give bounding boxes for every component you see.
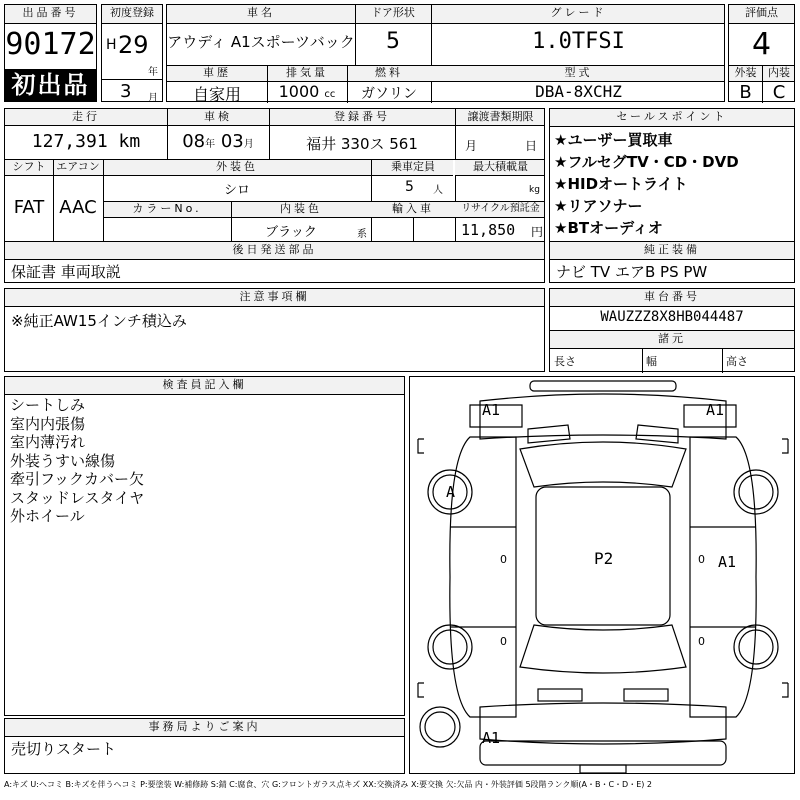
displacement [267,82,347,101]
dims-label: 諸元 [550,331,794,349]
insp-month-unit: 月 [243,139,254,150]
car-info-block [166,4,725,102]
sales-item: ★リアソナー [554,197,643,215]
inspector-item: 室内薄汚れ [10,433,86,451]
sales-points-block [549,108,795,242]
equipment-label: 純正装備 [550,242,794,260]
fuel-label: 燃料 [375,66,403,79]
grille-right-shape [636,425,678,443]
mileage [5,131,167,152]
displacement-label: 排気量 [286,66,328,79]
model: DBA-8XCHZ [535,82,622,101]
chassis-block [549,288,795,372]
first-reg-year: 29 [118,31,149,59]
grille-left-shape [528,425,570,443]
first-reg-block [101,4,163,102]
transfer-day: 日 [525,139,538,153]
score-block [728,4,795,102]
notes-value: ※純正AW15インチ積込み [11,312,187,330]
inspection-date [167,131,269,152]
year-unit: 年 [148,67,158,78]
load-label: 最大積載量 [473,160,528,173]
fuel: ガソリン [361,86,417,102]
interior-label: 内装 [768,66,790,79]
chassis-no: WAUZZZ8X8HB044487 [600,309,744,325]
zero-mark: 0 [698,635,705,648]
inspector-block [4,376,405,716]
sales-item: ★HIDオートライト [554,175,688,193]
parts-value: 保証書 車両取説 [11,263,121,281]
dims-length: 長さ [554,355,576,368]
parts-label: 後日発送部品 [5,242,544,260]
mark-rear-left: A1 [482,729,501,747]
inspector-list [10,396,144,526]
sales-item: ★フルセグTV・CD・DVD [554,153,739,171]
score-label: 評価点 [729,5,794,24]
int-color-unit: 系 [357,229,367,240]
recycle-unit: 円 [531,225,544,239]
mark-front-left: A1 [482,401,501,419]
lot-no: 90172 [5,27,96,62]
first-reg-month: 3 [120,81,132,102]
inspector-item: シートしみ [10,396,86,414]
office-block [4,718,405,774]
era: H [106,37,117,53]
mileage-unit: km [118,131,141,152]
reg-no: 福井 330ス 561 [306,135,418,153]
mileage-label: 走行 [72,110,100,123]
mileage-value: 127,391 [31,131,108,152]
inspector-label: 検査員記入欄 [5,377,404,395]
inspector-item: 室内内張傷 [10,414,86,433]
grade: 1.0TFSI [532,29,625,54]
int-color: ブラック [265,225,317,240]
car-diagram-svg [410,377,796,775]
rear-plate-left-shape [538,689,582,701]
equipment-value: ナビ TV エアB PS PW [556,263,708,281]
first-reg-label: 初度登録 [102,5,162,24]
recycle-label: リサイクル預託金 [461,203,540,214]
office-label: 事務局よりご案内 [5,719,404,737]
dims-height: 高さ [726,355,748,368]
displacement-unit: cc [324,89,336,100]
chassis-label: 車台番号 [550,289,794,307]
inspector-item: スタッドレスタイヤ [10,488,145,507]
reg-no-label: 登録番号 [334,110,390,123]
shift: FAT [13,197,45,218]
zero-mark: 0 [500,635,507,648]
month-unit: 月 [148,93,158,104]
capacity-label: 乗車定員 [391,160,435,173]
model-label: 型式 [564,66,593,79]
sales-list [554,129,739,239]
spare-wheel-shape [420,707,460,747]
front-bumper-shape [530,381,676,391]
rear-window-shape [520,625,686,673]
ext-color: シロ [223,183,250,198]
windshield-shape [520,442,686,487]
exterior-label: 外装 [734,66,757,79]
hood-shape [480,394,726,439]
color-no-label: カラーNo. [132,202,202,215]
equipment-block [549,241,795,283]
right-body-shape [690,437,756,717]
insp-year: 08 [182,131,206,152]
legend: A:キズ U:ヘコミ B:キズを伴うヘコミ P:要塗装 W:補修跡 S:錆 C:腐食、穴 G:フロントガラス点キズ XX:交換済み X:要交換 欠:欠品 内・外装評価 5段階ランク順(A・B・C・D・E) 2 [4,780,653,789]
history-label: 車歴 [203,66,231,79]
car-diagram [409,376,795,774]
trunk-shape [480,703,726,744]
import-label: 輸入車 [392,202,434,215]
parts-block [4,241,545,283]
doors-label: ドア形状 [371,6,415,19]
lot-no-label: 出品番号 [5,5,96,24]
mark-wheel-front-left: A [446,483,456,501]
displacement-value: 1000 [278,82,320,101]
recycle: 11,850 [461,221,516,239]
sales-label: セールスポイント [550,109,794,127]
car-name-label: 車名 [247,6,275,19]
doors: 5 [386,29,400,54]
mark-front-right: A1 [706,401,725,419]
inspector-item: 外ホイール [10,507,85,525]
ext-color-label: 外装色 [216,160,258,173]
vehicle-details-block [4,108,545,242]
insp-month: 03 [220,131,244,152]
sales-item: ★ユーザー買取車 [554,131,673,149]
lot-block [4,4,97,102]
exterior-grade: B [739,82,752,103]
inspector-item: 牽引フックカバー欠 [10,470,144,488]
load-unit: kg [529,185,540,195]
notes-block [4,288,545,372]
first-listing-badge: 初出品 [5,69,96,102]
insp-year-unit: 年 [205,139,216,150]
left-body-shape [450,437,516,717]
score: 4 [751,27,772,62]
inspection-label: 車検 [204,110,232,123]
capacity: 5 [405,179,414,195]
inspector-item: 外装うすい線傷 [10,451,116,470]
shift-label: シフト [12,160,46,173]
zero-mark: 0 [500,553,507,566]
mark-right-side: A1 [718,553,737,571]
mark-roof: P2 [594,549,614,568]
int-color-label: 内装色 [280,202,322,215]
sales-item: ★BTオーディオ [554,219,663,237]
zero-mark: 0 [698,553,705,566]
notes-label: 注意事項欄 [5,289,544,307]
office-value: 売切りスタート [11,740,117,758]
capacity-unit: 人 [433,185,443,196]
history: 自家用 [192,85,241,104]
interior-grade: C [772,82,786,103]
grade-label: グレード [550,6,607,19]
dims-width: 幅 [646,355,657,368]
transfer-label: 譲渡書類期限 [467,110,534,123]
car-name: アウディ A1スポーツバック [167,33,355,51]
wheel-front-right-shape [734,470,778,514]
ac: AAC [59,197,97,218]
rear-plate-right-shape [624,689,668,701]
transfer-month: 月 [465,139,478,153]
ac-label: エアコン [56,160,100,173]
